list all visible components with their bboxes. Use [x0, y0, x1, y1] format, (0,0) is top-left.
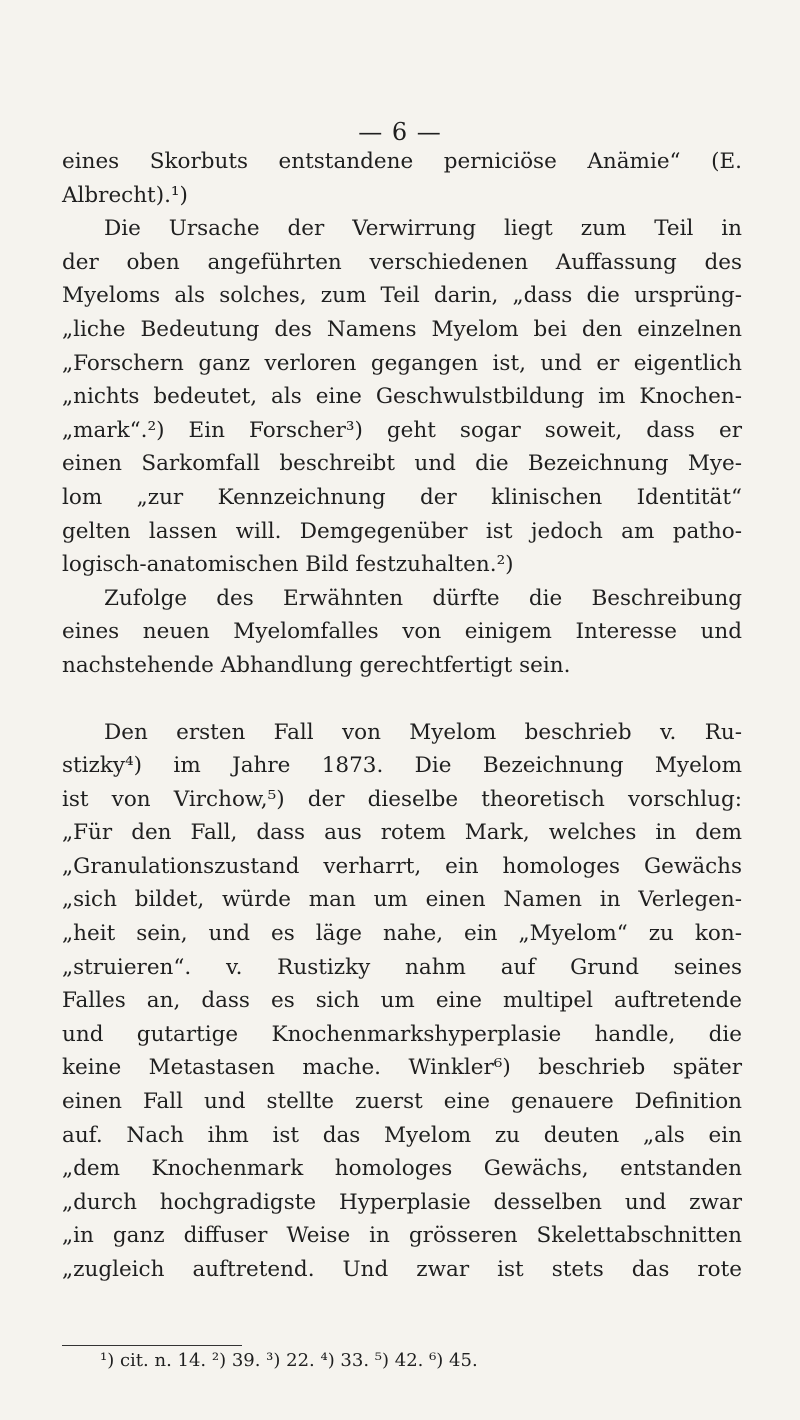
text-line: „durch hochgradigste Hyperplasie desselben und zwar	[62, 1189, 742, 1215]
text-line: eines Skorbuts entstandene perniciöse Anämie“ (E.	[62, 149, 742, 174]
text-line: einen Fall und stellte zuerst eine genauere Definition	[62, 1089, 742, 1115]
text-line: „nichts bedeutet, als eine Geschwulstbildung im Knochen-	[62, 384, 742, 410]
text-line: eines neuen Myelomfalles von einigem Interesse und	[62, 619, 742, 645]
text-line: „Granulationszustand verharrt, ein homologes Gewächs	[62, 853, 742, 879]
page-number: — 6 —	[358, 118, 442, 146]
text-line: Albrecht).¹)	[62, 182, 188, 208]
footnotes: ¹) cit. n. 14. ²) 39. ³) 22. ⁴) 33. ⁵) 42. ⁶) 45.	[100, 1350, 478, 1371]
text-line: „Für den Fall, dass aus rotem Mark, welches in dem	[62, 820, 742, 846]
paragraph-spacer	[62, 683, 742, 716]
text-line: „liche Bedeutung des Namens Myelom bei den einzelnen	[62, 316, 742, 342]
text-line: Die Ursache der Verwirrung liegt zum Teil in	[104, 216, 742, 242]
text-line: Den ersten Fall von Myelom beschrieb v. Ru-	[104, 719, 742, 745]
text-line: „heit sein, und es läge nahe, ein „Myelom“ zu kon-	[62, 921, 742, 947]
text-line: „struieren“. v. Rustizky nahm auf Grund seines	[62, 954, 742, 980]
paragraph-4	[62, 716, 742, 1287]
text-line: „zugleich auftretend. Und zwar ist stets das rote	[62, 1257, 742, 1282]
text-line: „sich bildet, würde man um einen Namen in Verlegen-	[62, 887, 742, 913]
text-line: ist von Virchow,⁵) der dieselbe theoretisch vorschlug:	[62, 786, 742, 812]
text-line: Zufolge des Erwähnten dürfte die Beschreibung	[104, 585, 742, 611]
text-line: „Forschern ganz verloren gegangen ist, und er eigentlich	[62, 350, 742, 376]
text-line: nachstehende Abhandlung gerechtfertigt sein.	[62, 652, 571, 678]
text-line: der oben angeführten verschiedenen Auffassung des	[62, 249, 742, 275]
text-line: einen Sarkomfall beschreibt und die Bezeichnung Mye-	[62, 451, 742, 477]
text-line: logisch-anatomischen Bild festzuhalten.²)	[62, 552, 514, 578]
body-text	[62, 145, 742, 1287]
text-line: gelten lassen will. Demgegenüber ist jedoch am patho-	[62, 518, 742, 544]
text-line: lom „zur Kennzeichnung der klinischen Identität“	[62, 484, 742, 510]
paragraph-1	[62, 145, 742, 212]
text-line: „in ganz diffuser Weise in grösseren Skelettabschnitten	[62, 1223, 742, 1249]
text-line: „mark“.²) Ein Forscher³) geht sogar soweit, dass er	[62, 417, 742, 443]
footnote-divider	[62, 1345, 242, 1346]
text-line: und gutartige Knochenmarkshyperplasie handle, die	[62, 1021, 742, 1047]
text-line: „dem Knochenmark homologes Gewächs, entstanden	[62, 1156, 742, 1182]
text-line: keine Metastasen mache. Winkler⁶) beschrieb später	[62, 1055, 742, 1081]
text-line: auf. Nach ihm ist das Myelom zu deuten „als ein	[62, 1122, 742, 1148]
text-line: Myeloms als solches, zum Teil darin, „dass die ursprüng-	[62, 283, 742, 309]
paragraph-2	[62, 212, 742, 582]
text-line: Falles an, dass es sich um eine multipel auftretende	[62, 988, 742, 1014]
paragraph-3	[62, 582, 742, 683]
text-line: stizky⁴) im Jahre 1873. Die Bezeichnung Myelom	[62, 753, 742, 779]
